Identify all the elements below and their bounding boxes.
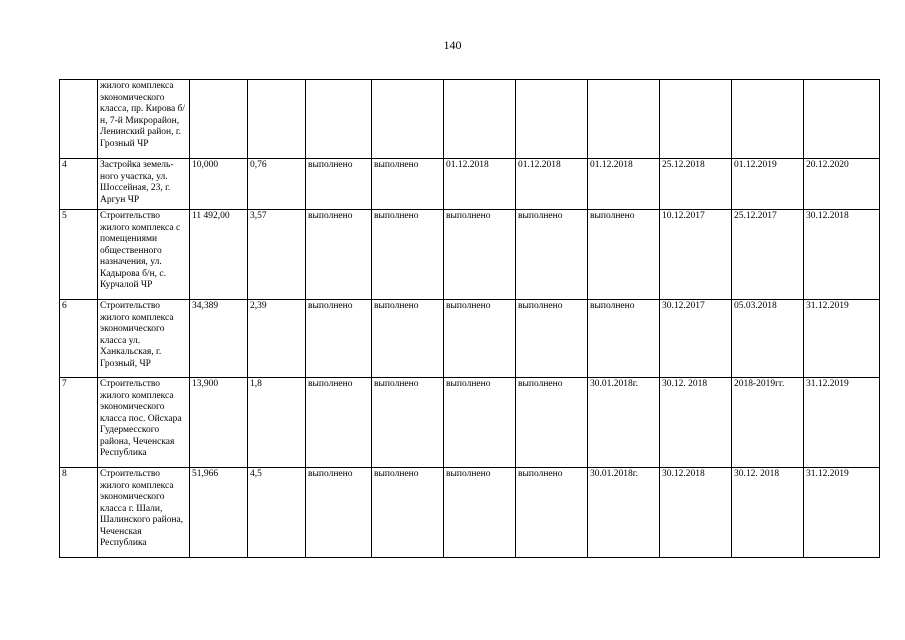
cell-date-col-1: выполнено [444,300,516,378]
cell-date-col-5: 01.12.2019 [732,159,804,210]
cell-date-col-2: 01.12.2018 [516,159,588,210]
cell-value-2 [248,80,306,159]
cell-date-col-5: 05.03.2018 [732,300,804,378]
cell-status-1: выполнено [306,300,372,378]
cell-object-name: Строительство жилого комплекса экономического класса пос. Ойсхара Гудермесского района, Чеченская Республика [98,378,190,468]
cell-status-2: выполнено [372,159,444,210]
cell-date-col-3: 01.12.2018 [588,159,660,210]
cell-date-col-6: 20.12.2020 [804,159,880,210]
cell-value-1 [190,80,248,159]
cell-row-number: 5 [60,210,98,300]
cell-status-2: выполнено [372,300,444,378]
cell-date-col-6: 31.12.2019 [804,378,880,468]
table-row [60,468,880,558]
cell-status-2: выполнено [372,210,444,300]
cell-date-col-4: 10.12.2017 [660,210,732,300]
cell-date-col-4: 30.12. 2018 [660,378,732,468]
cell-date-col-1 [444,80,516,159]
cell-date-col-1: 01.12.2018 [444,159,516,210]
cell-date-col-6: 30.12.2018 [804,210,880,300]
cell-date-col-6: 31.12.2019 [804,468,880,558]
cell-object-name: Строительство жилого комплекса экономического класса ул. Ханкальская, г. Грозный, ЧР [98,300,190,378]
cell-value-1: 13,900 [190,378,248,468]
cell-date-col-2: выполнено [516,468,588,558]
cell-row-number: 4 [60,159,98,210]
cell-date-col-4: 30.12.2017 [660,300,732,378]
cell-date-col-2 [516,80,588,159]
cell-date-col-4: 25.12.2018 [660,159,732,210]
data-table [59,79,880,558]
cell-row-number: 7 [60,378,98,468]
cell-date-col-1: выполнено [444,468,516,558]
cell-object-name: Строительство жилого комплекса экономического класса г. Шали, Шалинского района, Чеченская Республика [98,468,190,558]
cell-date-col-3: выполнено [588,300,660,378]
table-body [60,80,880,558]
cell-date-col-4: 30.12.2018 [660,468,732,558]
cell-date-col-6 [804,80,880,159]
cell-date-col-1: выполнено [444,210,516,300]
table-row [60,80,880,159]
cell-value-1: 10,000 [190,159,248,210]
cell-status-1: выполнено [306,210,372,300]
cell-date-col-5: 30.12. 2018 [732,468,804,558]
cell-value-1: 34,389 [190,300,248,378]
cell-row-number: 8 [60,468,98,558]
table-row [60,378,880,468]
cell-value-2: 4,5 [248,468,306,558]
cell-date-col-5 [732,80,804,159]
cell-status-1: выполнено [306,159,372,210]
cell-object-name: жилого комплекса экономического класса, пр. Кирова б/н, 7-й Микрорайон, Ленинский район, г. Грозный ЧР [98,80,190,159]
page-number: 140 [443,38,462,52]
cell-object-name: Застройка земель-ного участка, ул. Шоссейная, 23, г. Аргун ЧР [98,159,190,210]
cell-value-1: 11 492,00 [190,210,248,300]
cell-date-col-5: 25.12.2017 [732,210,804,300]
cell-date-col-4 [660,80,732,159]
cell-row-number [60,80,98,159]
cell-date-col-3: 30.01.2018г. [588,378,660,468]
cell-value-2: 3,57 [248,210,306,300]
cell-value-1: 51,966 [190,468,248,558]
cell-value-2: 1,8 [248,378,306,468]
cell-date-col-5: 2018-2019гг. [732,378,804,468]
table-row [60,300,880,378]
cell-row-number: 6 [60,300,98,378]
cell-date-col-6: 31.12.2019 [804,300,880,378]
cell-date-col-3: 30.01.2018г. [588,468,660,558]
cell-date-col-2: выполнено [516,378,588,468]
cell-status-2 [372,80,444,159]
cell-date-col-2: выполнено [516,300,588,378]
cell-object-name: Строительство жилого комплекса с помещениями общественного назначения, ул. Кадырова б/н, с. Курчалой ЧР [98,210,190,300]
cell-date-col-2: выполнено [516,210,588,300]
cell-status-2: выполнено [372,378,444,468]
table-row [60,159,880,210]
cell-value-2: 0,76 [248,159,306,210]
cell-status-2: выполнено [372,468,444,558]
cell-status-1: выполнено [306,378,372,468]
cell-date-col-1: выполнено [444,378,516,468]
cell-date-col-3 [588,80,660,159]
table-row [60,210,880,300]
cell-value-2: 2,39 [248,300,306,378]
cell-status-1: выполнено [306,468,372,558]
cell-date-col-3: выполнено [588,210,660,300]
cell-status-1 [306,80,372,159]
